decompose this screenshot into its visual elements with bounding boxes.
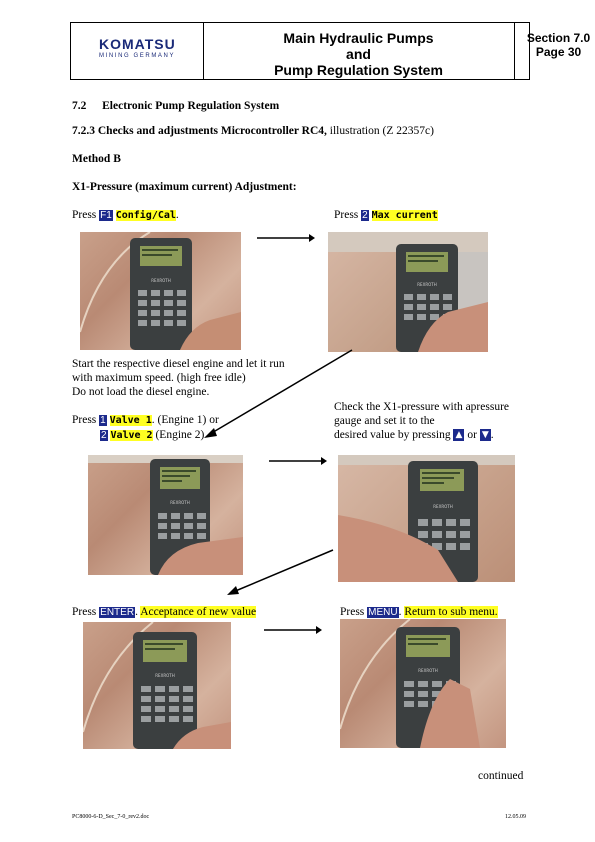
logo-subtitle: MINING GERMANY: [99, 53, 176, 59]
svg-text:REXROTH: REXROTH: [417, 282, 437, 287]
key-2-valve: 2: [101, 430, 107, 441]
check-end: .: [490, 429, 494, 441]
heading-7-2-3-rest: illustration (Z 22357c): [326, 125, 434, 137]
start-engine-line-1: Start the respective diesel engine and let it run: [72, 358, 285, 370]
title-line-1: Main Hydraulic Pumps: [283, 30, 434, 46]
step-1-end: .: [175, 209, 179, 221]
photo-step-1: [80, 232, 241, 350]
label-config-cal: Config/Cal: [115, 210, 176, 221]
arrow-up-icon: ▲: [453, 429, 464, 441]
check-line-3-text: desired value by pressing: [334, 429, 454, 441]
footer-date: 12.05.09: [505, 814, 526, 820]
photo-step-5: [83, 622, 231, 749]
arrow-right-2: [267, 455, 327, 471]
continued-note: continued: [478, 770, 524, 782]
key-1: 1: [100, 415, 106, 426]
step-2-text: [334, 208, 438, 223]
step-6-sep: .: [398, 606, 405, 618]
svg-text:REXROTH: REXROTH: [170, 500, 190, 505]
check-line-1: Check the X1-pressure with apressure: [334, 401, 509, 413]
heading-7-2: [72, 99, 279, 113]
page-number: Page 30: [535, 45, 582, 59]
title-line-2: and: [346, 46, 371, 62]
photo-step-2: [328, 232, 488, 352]
step-3-end-2: (Engine 2): [152, 429, 205, 441]
step-6-text: [340, 605, 498, 620]
step-3-text-line-1: [72, 413, 219, 428]
method-heading: Method B: [72, 153, 121, 165]
svg-text:REXROTH: REXROTH: [433, 504, 453, 509]
svg-text:REXROTH: REXROTH: [418, 668, 438, 673]
step-6-description: Return to sub menu.: [404, 606, 498, 618]
key-menu: MENU: [368, 607, 398, 618]
key-enter: ENTER: [100, 607, 135, 618]
step-3-text-line-2: [100, 428, 204, 443]
check-or: or: [464, 429, 480, 441]
step-5-description: Acceptance of new value: [140, 606, 257, 618]
label-max-current: Max current: [371, 210, 438, 221]
step-5-sep: .: [135, 606, 141, 618]
photo-step-4: [338, 455, 515, 582]
label-valve-2: Valve 2: [110, 430, 153, 441]
key-f1: F1: [100, 210, 112, 221]
logo-cell: [71, 23, 204, 79]
document-title: [203, 23, 515, 79]
x1-pressure-heading: X1-Pressure (maximum current) Adjustment:: [72, 181, 297, 193]
arrow-diagonal-1: [200, 348, 360, 443]
svg-text:REXROTH: REXROTH: [155, 673, 175, 678]
section-number: Section 7.0: [526, 31, 591, 45]
arrow-down-icon: ▼: [480, 429, 491, 441]
step-1-text: [72, 208, 179, 223]
arrow-right-3: [262, 624, 322, 640]
step-3-end-1: . (Engine 1) or: [151, 414, 219, 426]
step-5-text: [72, 605, 256, 620]
heading-text: Electronic Pump Regulation System: [102, 100, 280, 112]
start-engine-line-3: Do not load the diesel engine.: [72, 386, 210, 398]
photo-step-6: [340, 619, 506, 748]
footer-filename: PC8000-6-D_Sec_7-0_rev2.doc: [72, 814, 150, 820]
title-line-3: Pump Regulation System: [274, 62, 443, 78]
heading-number: 7.2: [72, 100, 87, 112]
arrow-diagonal-2: [225, 548, 337, 598]
label-valve-1: Valve 1: [109, 415, 152, 426]
section-cell: [516, 23, 595, 79]
step-2-press: Press: [334, 209, 362, 221]
photo-step-3: [88, 455, 243, 575]
heading-7-2-3-bold: 7.2.3 Checks and adjustments Microcontroller RC4,: [72, 125, 327, 137]
header-table: [70, 22, 591, 80]
heading-7-2-3: [72, 124, 434, 138]
check-line-2: gauge and set it to the: [334, 415, 435, 427]
arrow-right-1: [255, 232, 315, 248]
key-2: 2: [362, 210, 368, 221]
komatsu-logo: KOMATSU: [99, 36, 176, 52]
step-6-press: Press: [340, 606, 368, 618]
start-engine-line-2: with maximum speed. (high free idle): [72, 372, 246, 384]
step-5-press: Press: [72, 606, 100, 618]
step-1-press: Press: [72, 209, 100, 221]
svg-text:REXROTH: REXROTH: [151, 278, 171, 283]
step-3-press: Press: [72, 414, 100, 426]
